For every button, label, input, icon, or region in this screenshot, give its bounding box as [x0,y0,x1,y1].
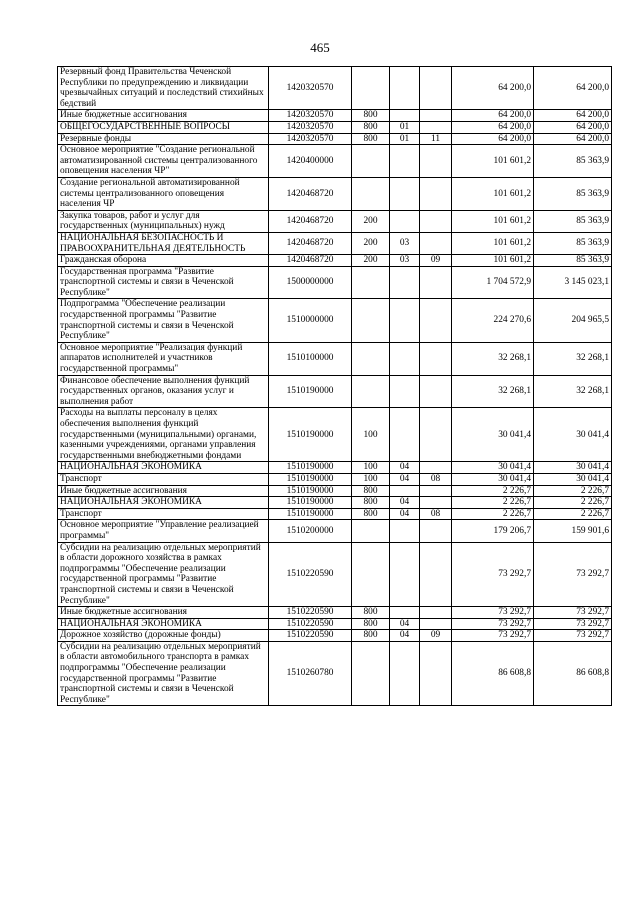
row-name-cell: Транспорт [58,508,269,520]
amount-year2-cell: 64 200,0 [534,110,612,122]
table-row [58,520,612,542]
table-row [58,299,612,342]
row-name-cell: Транспорт [58,473,269,485]
expense-type-cell: 200 [352,255,390,267]
table-row [58,67,612,110]
expense-type-cell: 100 [352,473,390,485]
amount-year2-cell: 30 041,4 [534,462,612,474]
expense-type-cell [352,542,390,607]
section-cell: 04 [390,508,420,520]
target-code-cell: 1420320570 [269,67,352,110]
table-row [58,473,612,485]
section-cell: 04 [390,462,420,474]
table-row [58,342,612,375]
subsection-cell [420,121,452,133]
section-cell [390,299,420,342]
subsection-cell [420,618,452,630]
target-code-cell: 1510200000 [269,520,352,542]
target-code-cell: 1510220590 [269,618,352,630]
subsection-cell [420,497,452,509]
section-cell [390,266,420,299]
amount-year1-cell: 32 268,1 [452,342,534,375]
target-code-cell: 1420468720 [269,210,352,232]
expense-type-cell: 200 [352,232,390,254]
section-cell [390,520,420,542]
row-name-cell: Резервные фонды [58,133,269,145]
amount-year1-cell: 30 041,4 [452,473,534,485]
table-row [58,641,612,706]
section-cell [390,177,420,210]
table-row [58,485,612,497]
target-code-cell: 1510220590 [269,630,352,642]
amount-year1-cell: 32 268,1 [452,375,534,408]
subsection-cell [420,462,452,474]
row-name-cell: НАЦИОНАЛЬНАЯ ЭКОНОМИКА [58,462,269,474]
amount-year1-cell: 73 292,7 [452,542,534,607]
row-name-cell: Финансовое обеспечение выполнения функций государственных органов, оказания услуг и выполнения работ [58,375,269,408]
subsection-cell [420,408,452,462]
subsection-cell [420,607,452,619]
table-row [58,408,612,462]
budget-table-body [58,67,612,706]
section-cell: 03 [390,232,420,254]
amount-year1-cell: 64 200,0 [452,110,534,122]
expense-type-cell: 800 [352,110,390,122]
amount-year1-cell: 64 200,0 [452,67,534,110]
table-row [58,266,612,299]
amount-year2-cell: 2 226,7 [534,508,612,520]
section-cell [390,342,420,375]
section-cell [390,542,420,607]
subsection-cell: 08 [420,508,452,520]
amount-year1-cell: 30 041,4 [452,408,534,462]
row-name-cell: НАЦИОНАЛЬНАЯ ЭКОНОМИКА [58,497,269,509]
section-cell [390,210,420,232]
amount-year1-cell: 101 601,2 [452,210,534,232]
target-code-cell: 1510190000 [269,508,352,520]
subsection-cell [420,177,452,210]
section-cell [390,408,420,462]
row-name-cell: Создание региональной автоматизированной системы централизованного оповещения населения ЧР [58,177,269,210]
expense-type-cell: 800 [352,133,390,145]
subsection-cell: 09 [420,255,452,267]
subsection-cell [420,145,452,178]
target-code-cell: 1510220590 [269,607,352,619]
amount-year2-cell: 64 200,0 [534,121,612,133]
section-cell [390,485,420,497]
amount-year1-cell: 101 601,2 [452,255,534,267]
table-row [58,145,612,178]
expense-type-cell: 200 [352,210,390,232]
target-code-cell: 1510190000 [269,473,352,485]
table-row [58,607,612,619]
subsection-cell: 09 [420,630,452,642]
expense-type-cell: 800 [352,630,390,642]
target-code-cell: 1510190000 [269,462,352,474]
amount-year1-cell: 2 226,7 [452,497,534,509]
subsection-cell: 11 [420,133,452,145]
section-cell [390,607,420,619]
row-name-cell: Субсидии на реализацию отдельных мероприятий в области автомобильного транспорта в рамках подпрограммы "Обеспечение реализации государственной программы "Развитие транспортной системы и связи в Чеченской Республике" [58,641,269,706]
amount-year2-cell: 32 268,1 [534,375,612,408]
target-code-cell: 1420468720 [269,255,352,267]
expense-type-cell [352,641,390,706]
expense-type-cell: 800 [352,121,390,133]
expense-type-cell: 800 [352,508,390,520]
section-cell: 04 [390,497,420,509]
target-code-cell: 1420468720 [269,232,352,254]
expense-type-cell [352,520,390,542]
subsection-cell [420,375,452,408]
amount-year2-cell: 86 608,8 [534,641,612,706]
subsection-cell [420,299,452,342]
amount-year2-cell: 2 226,7 [534,485,612,497]
section-cell [390,641,420,706]
amount-year1-cell: 224 270,6 [452,299,534,342]
amount-year1-cell: 30 041,4 [452,462,534,474]
subsection-cell [420,485,452,497]
table-row [58,497,612,509]
page-number: 465 [310,40,330,55]
row-name-cell: Резервный фонд Правительства Чеченской Республики по предупреждению и ликвидации чрезвычайных ситуаций и последствий стихийных бедствий [58,67,269,110]
table-row [58,542,612,607]
section-cell: 03 [390,255,420,267]
target-code-cell: 1510190000 [269,375,352,408]
subsection-cell [420,67,452,110]
table-row [58,110,612,122]
amount-year2-cell: 159 901,6 [534,520,612,542]
amount-year1-cell: 64 200,0 [452,133,534,145]
amount-year2-cell: 85 363,9 [534,177,612,210]
subsection-cell [420,542,452,607]
expense-type-cell: 800 [352,485,390,497]
amount-year2-cell: 73 292,7 [534,630,612,642]
section-cell [390,67,420,110]
target-code-cell: 1510190000 [269,485,352,497]
expense-type-cell: 100 [352,462,390,474]
target-code-cell: 1420320570 [269,133,352,145]
budget-table [57,66,612,706]
target-code-cell: 1510190000 [269,408,352,462]
expense-type-cell: 800 [352,607,390,619]
amount-year1-cell: 101 601,2 [452,145,534,178]
amount-year2-cell: 73 292,7 [534,542,612,607]
amount-year1-cell: 73 292,7 [452,607,534,619]
amount-year2-cell: 204 965,5 [534,299,612,342]
amount-year1-cell: 101 601,2 [452,232,534,254]
target-code-cell: 1510190000 [269,497,352,509]
subsection-cell: 08 [420,473,452,485]
row-name-cell: НАЦИОНАЛЬНАЯ ЭКОНОМИКА [58,618,269,630]
expense-type-cell: 800 [352,618,390,630]
target-code-cell: 1510100000 [269,342,352,375]
target-code-cell: 1510260780 [269,641,352,706]
row-name-cell: Дорожное хозяйство (дорожные фонды) [58,630,269,642]
amount-year2-cell: 64 200,0 [534,133,612,145]
expense-type-cell: 100 [352,408,390,462]
row-name-cell: Основное мероприятие "Реализация функций аппаратов исполнителей и участников государственной программы" [58,342,269,375]
target-code-cell: 1420320570 [269,110,352,122]
expense-type-cell: 800 [352,497,390,509]
section-cell: 04 [390,630,420,642]
expense-type-cell [352,177,390,210]
table-row [58,375,612,408]
table-row [58,210,612,232]
row-name-cell: Расходы на выплаты персоналу в целях обеспечения выполнения функций государственными (муниципальными) органами, казенными учреждениями, органами управления государственными внебюджетными фондами [58,408,269,462]
subsection-cell [420,266,452,299]
target-code-cell: 1500000000 [269,266,352,299]
amount-year1-cell: 73 292,7 [452,618,534,630]
section-cell [390,375,420,408]
subsection-cell [420,210,452,232]
row-name-cell: Иные бюджетные ассигнования [58,485,269,497]
expense-type-cell [352,342,390,375]
row-name-cell: Гражданская оборона [58,255,269,267]
amount-year1-cell: 101 601,2 [452,177,534,210]
target-code-cell: 1510220590 [269,542,352,607]
amount-year2-cell: 73 292,7 [534,618,612,630]
row-name-cell: Субсидии на реализацию отдельных мероприятий в области дорожного хозяйства в рамках подпрограммы "Обеспечение реализации государственной программы "Развитие транспортной системы и связи в Чеченской Республике" [58,542,269,607]
expense-type-cell [352,375,390,408]
table-row [58,508,612,520]
section-cell: 04 [390,618,420,630]
row-name-cell: Иные бюджетные ассигнования [58,110,269,122]
amount-year2-cell: 3 145 023,1 [534,266,612,299]
amount-year1-cell: 86 608,8 [452,641,534,706]
amount-year1-cell: 2 226,7 [452,485,534,497]
section-cell [390,110,420,122]
row-name-cell: Иные бюджетные ассигнования [58,607,269,619]
subsection-cell [420,110,452,122]
section-cell: 04 [390,473,420,485]
table-row [58,133,612,145]
table-row [58,462,612,474]
amount-year2-cell: 2 226,7 [534,497,612,509]
row-name-cell: Подпрограмма "Обеспечение реализации государственной программы "Развитие транспортной системы и связи в Чеченской Республике" [58,299,269,342]
table-row [58,177,612,210]
target-code-cell: 1420400000 [269,145,352,178]
amount-year1-cell: 64 200,0 [452,121,534,133]
amount-year2-cell: 32 268,1 [534,342,612,375]
amount-year2-cell: 64 200,0 [534,67,612,110]
target-code-cell: 1420468720 [269,177,352,210]
subsection-cell [420,641,452,706]
expense-type-cell [352,266,390,299]
expense-type-cell [352,299,390,342]
target-code-cell: 1510000000 [269,299,352,342]
section-cell: 01 [390,133,420,145]
row-name-cell: НАЦИОНАЛЬНАЯ БЕЗОПАСНОСТЬ И ПРАВООХРАНИТЕЛЬНАЯ ДЕЯТЕЛЬНОСТЬ [58,232,269,254]
section-cell: 01 [390,121,420,133]
subsection-cell [420,232,452,254]
amount-year2-cell: 85 363,9 [534,255,612,267]
amount-year1-cell: 2 226,7 [452,508,534,520]
subsection-cell [420,342,452,375]
section-cell [390,145,420,178]
row-name-cell: Основное мероприятие "Создание региональной автоматизированной системы централизованного оповещения населения ЧР" [58,145,269,178]
table-row [58,630,612,642]
row-name-cell: Основное мероприятие "Управление реализацией программы" [58,520,269,542]
amount-year2-cell: 85 363,9 [534,145,612,178]
amount-year1-cell: 1 704 572,9 [452,266,534,299]
table-row [58,255,612,267]
row-name-cell: Государственная программа "Развитие транспортной системы и связи в Чеченской Республике" [58,266,269,299]
amount-year1-cell: 179 206,7 [452,520,534,542]
subsection-cell [420,520,452,542]
expense-type-cell [352,67,390,110]
amount-year1-cell: 73 292,7 [452,630,534,642]
table-row [58,121,612,133]
amount-year2-cell: 85 363,9 [534,232,612,254]
expense-type-cell [352,145,390,178]
amount-year2-cell: 85 363,9 [534,210,612,232]
table-row [58,232,612,254]
row-name-cell: Закупка товаров, работ и услуг для государственных (муниципальных) нужд [58,210,269,232]
row-name-cell: ОБЩЕГОСУДАРСТВЕННЫЕ ВОПРОСЫ [58,121,269,133]
table-row [58,618,612,630]
amount-year2-cell: 30 041,4 [534,473,612,485]
amount-year2-cell: 73 292,7 [534,607,612,619]
target-code-cell: 1420320570 [269,121,352,133]
amount-year2-cell: 30 041,4 [534,408,612,462]
